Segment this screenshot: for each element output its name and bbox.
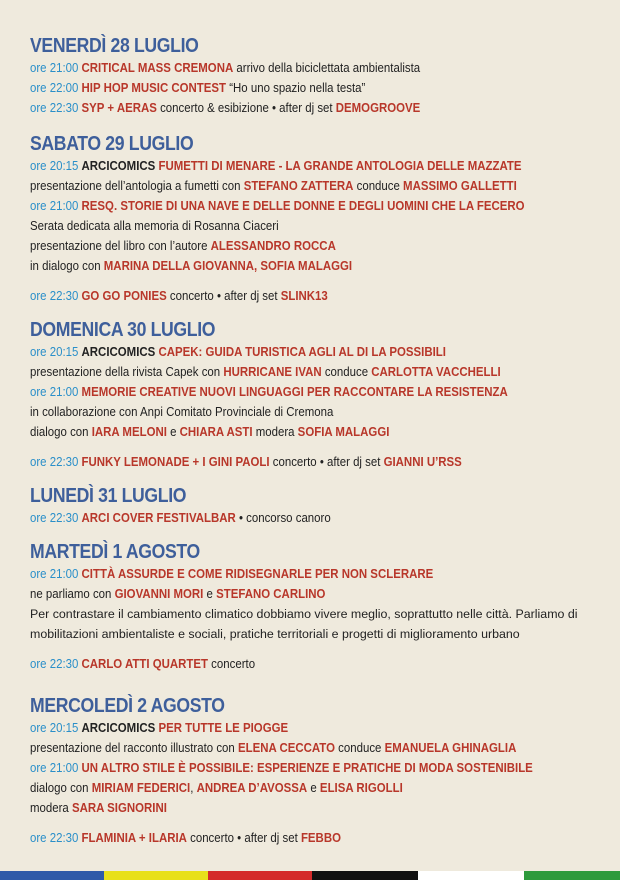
- event-name: HIP HOP MUSIC CONTEST: [81, 80, 227, 95]
- event-line: [30, 654, 532, 674]
- color-stripe: [418, 871, 524, 880]
- day-friday: [30, 34, 600, 118]
- event-line: [30, 98, 532, 118]
- event-detail: [30, 176, 532, 196]
- event-name: CARLO ATTI QUARTET: [81, 656, 209, 671]
- event-line: [30, 78, 532, 98]
- day-title: SABATO 29 LUGLIO: [30, 132, 194, 155]
- event-time: ore 22:30: [30, 288, 79, 303]
- event-detail: [30, 256, 532, 276]
- detail-text: presentazione del racconto illustrato con: [30, 740, 238, 755]
- event-detail: [30, 798, 532, 818]
- event-name: ARCI COVER FESTIVALBAR: [81, 510, 236, 525]
- event-name: GO GO PONIES: [81, 288, 167, 303]
- event-organizer: ARCICOMICS: [81, 720, 156, 735]
- event-detail: [30, 584, 532, 604]
- person-name: MARINA DELLA GIOVANNA, SOFIA MALAGGI: [103, 258, 353, 273]
- person-name: ELISA RIGOLLI: [319, 780, 403, 795]
- day-title: VENERDÌ 28 LUGLIO: [30, 34, 199, 57]
- event-line: [30, 58, 532, 78]
- event-name: FUMETTI DI MENARE - LA GRANDE ANTOLOGIA DELLE MAZZATE: [158, 158, 522, 173]
- person-name: GIOVANNI MORI: [114, 586, 204, 601]
- detail-text: ne parliamo con: [30, 586, 115, 601]
- event-time: ore 21:00: [30, 384, 79, 399]
- event-line: [30, 382, 532, 402]
- event-detail: [30, 738, 532, 758]
- day-title: MERCOLEDÌ 2 AGOSTO: [30, 694, 225, 717]
- event-name: FUNKY LEMONADE + I GINI PAOLI: [81, 454, 270, 469]
- detail-text: presentazione della rivista Capek con: [30, 364, 224, 379]
- event-text: concerto • after dj set: [186, 830, 301, 845]
- event-time: ore 22:30: [30, 510, 79, 525]
- event-name: MEMORIE CREATIVE NUOVI LINGUAGGI PER RACCONTARE LA RESISTENZA: [81, 384, 508, 399]
- day-title: DOMENICA 30 LUGLIO: [30, 318, 216, 341]
- event-time: ore 21:00: [30, 198, 79, 213]
- event-detail: in collaborazione con Anpi Comitato Provinciale di Cremona: [30, 404, 334, 419]
- event-organizer: ARCICOMICS: [81, 344, 156, 359]
- event-detail: [30, 236, 532, 256]
- event-text: “Ho uno spazio nella testa”: [226, 80, 366, 95]
- detail-text: conduce: [321, 364, 372, 379]
- event-time: ore 22:00: [30, 80, 79, 95]
- program-page: [30, 34, 600, 848]
- event-time: ore 20:15: [30, 158, 79, 173]
- event-detail: [30, 778, 532, 798]
- event-name: RESQ. STORIE DI UNA NAVE E DELLE DONNE E DEGLI UOMINI CHE LA FECERO: [81, 198, 525, 213]
- event-text: concerto: [208, 656, 256, 671]
- event-text: arrivo della biciclettata ambientalista: [233, 60, 421, 75]
- event-detail: [30, 362, 532, 382]
- event-name: CAPEK: GUIDA TURISTICA AGLI AL DI LA POSSIBILI: [158, 344, 446, 359]
- detail-text: modera: [30, 800, 72, 815]
- color-stripe: [104, 871, 208, 880]
- dj-name: DEMOGROOVE: [335, 100, 421, 115]
- detail-text: e: [166, 424, 180, 439]
- event-organizer: ARCICOMICS: [81, 158, 156, 173]
- color-stripe: [524, 871, 620, 880]
- dj-name: GIANNI U’RSS: [383, 454, 462, 469]
- event-text: • concorso canoro: [235, 510, 331, 525]
- event-time: ore 21:00: [30, 566, 79, 581]
- detail-text: e: [203, 586, 217, 601]
- detail-text: ,: [190, 780, 197, 795]
- day-monday: [30, 484, 600, 528]
- event-name: UN ALTRO STILE È POSSIBILE: ESPERIENZE E PRATICHE DI MODA SOSTENIBILE: [81, 760, 533, 775]
- event-name: SYP + AERAS: [81, 100, 157, 115]
- detail-text: dialogo con: [30, 780, 92, 795]
- event-time: ore 20:15: [30, 720, 79, 735]
- event-line: [30, 758, 532, 778]
- event-line: [30, 508, 532, 528]
- event-description: Per contrastare il cambiamento climatico dobbiamo vivere meglio, soprattutto nelle città. Parliamo di mobilitazioni ambientaliste e sociali, pratiche territoriali e progetti di miglioramento urbano: [30, 607, 578, 641]
- detail-text: conduce: [353, 178, 404, 193]
- person-name: MASSIMO GALLETTI: [403, 178, 517, 193]
- person-name: EMANUELA GHINAGLIA: [384, 740, 517, 755]
- event-line: [30, 286, 532, 306]
- person-name: MIRIAM FEDERICI: [91, 780, 191, 795]
- person-name: STEFANO ZATTERA: [243, 178, 354, 193]
- person-name: SOFIA MALAGGI: [297, 424, 390, 439]
- day-saturday: [30, 132, 600, 306]
- event-name: CITTÀ ASSURDE E COME RIDISEGNARLE PER NON SCLERARE: [81, 566, 434, 581]
- event-text: concerto • after dj set: [166, 288, 281, 303]
- person-name: ELENA CECCATO: [237, 740, 335, 755]
- event-line: [30, 156, 532, 176]
- detail-text: in dialogo con: [30, 258, 104, 273]
- person-name: ANDREA D’AVOSSA: [196, 780, 308, 795]
- event-name: FLAMINIA + ILARIA: [81, 830, 187, 845]
- day-title: MARTEDÌ 1 AGOSTO: [30, 540, 200, 563]
- detail-text: presentazione dell’antologia a fumetti con: [30, 178, 244, 193]
- color-stripe: [208, 871, 312, 880]
- person-name: IARA MELONI: [91, 424, 167, 439]
- event-time: ore 21:00: [30, 60, 79, 75]
- event-text: concerto & esibizione • after dj set: [156, 100, 336, 115]
- person-name: ALESSANDRO ROCCA: [210, 238, 336, 253]
- dj-name: FEBBO: [300, 830, 341, 845]
- person-name: CARLOTTA VACCHELLI: [371, 364, 501, 379]
- event-line: [30, 342, 532, 362]
- event-detail: Serata dedicata alla memoria di Rosanna Ciaceri: [30, 218, 279, 233]
- event-time: ore 22:30: [30, 454, 79, 469]
- event-name: CRITICAL MASS CREMONA: [81, 60, 234, 75]
- event-line: [30, 452, 532, 472]
- color-stripe: [0, 871, 104, 880]
- person-name: HURRICANE IVAN: [223, 364, 322, 379]
- day-title: LUNEDÌ 31 LUGLIO: [30, 484, 187, 507]
- detail-text: modera: [252, 424, 298, 439]
- event-line: [30, 564, 532, 584]
- day-wednesday: [30, 694, 600, 848]
- person-name: SARA SIGNORINI: [71, 800, 167, 815]
- person-name: STEFANO CARLINO: [216, 586, 326, 601]
- event-name: PER TUTTE LE PIOGGE: [158, 720, 289, 735]
- event-text: concerto • after dj set: [269, 454, 384, 469]
- event-line: [30, 196, 532, 216]
- day-tuesday: [30, 540, 600, 674]
- event-time: ore 22:30: [30, 656, 79, 671]
- event-time: ore 21:00: [30, 760, 79, 775]
- detail-text: e: [307, 780, 320, 795]
- event-time: ore 22:30: [30, 100, 79, 115]
- detail-text: dialogo con: [30, 424, 92, 439]
- event-time: ore 22:30: [30, 830, 79, 845]
- detail-text: conduce: [334, 740, 385, 755]
- dj-name: SLINK13: [280, 288, 328, 303]
- detail-text: presentazione del libro con l’autore: [30, 238, 211, 253]
- event-line: [30, 718, 532, 738]
- day-sunday: [30, 318, 600, 472]
- person-name: CHIARA ASTI: [179, 424, 253, 439]
- event-time: ore 20:15: [30, 344, 79, 359]
- color-stripe: [312, 871, 418, 880]
- event-line: [30, 828, 532, 848]
- event-detail: [30, 422, 532, 442]
